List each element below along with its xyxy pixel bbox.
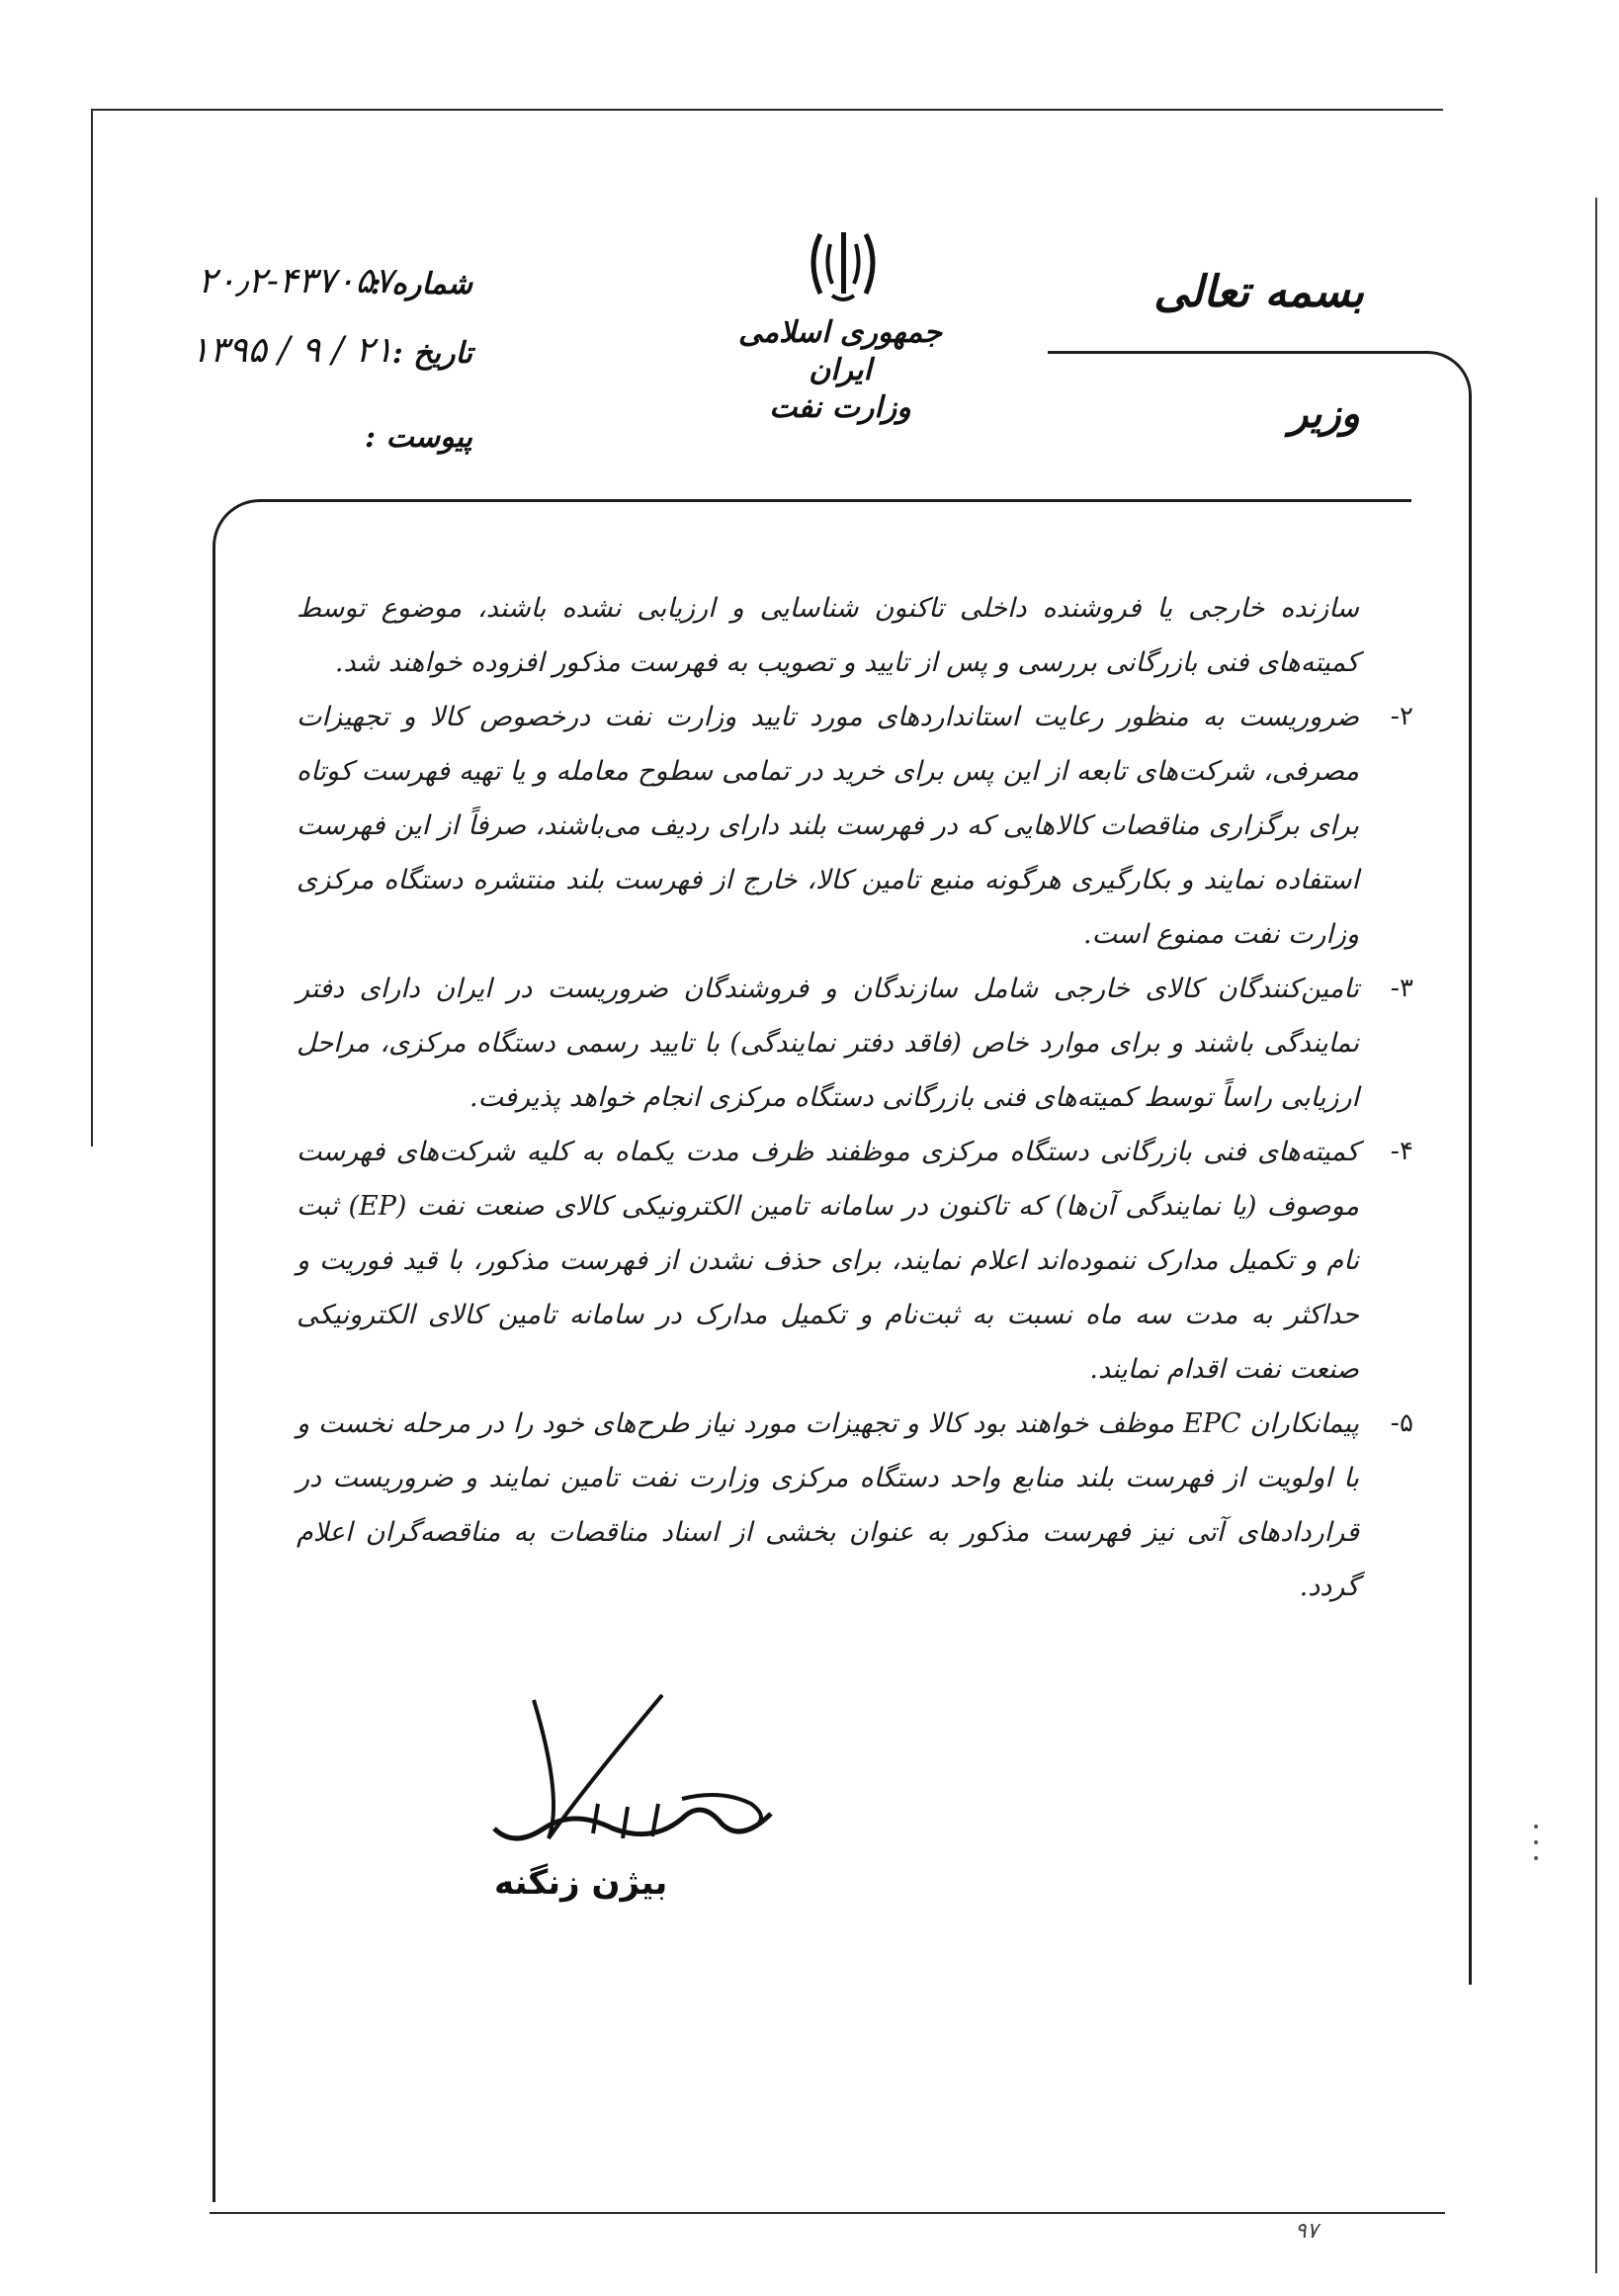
letter-body bbox=[297, 581, 1413, 1614]
bottom-rule bbox=[210, 2212, 1445, 2214]
page-border-left bbox=[91, 109, 93, 1147]
item-number: ۲- bbox=[1390, 702, 1413, 731]
page-border-right bbox=[1595, 198, 1597, 2273]
letter-number bbox=[198, 261, 472, 301]
item-text: تامین‌کنندگان کالای خارجی شامل سازندگان و فروشندگان ضروریست در ایران دارای دفتر نمایندگی باشند و برای موارد خاص (فاقد دفتر نمایندگی) با تایید رسمی دستگاه مرکزی، مراحل ارزیابی راساً توسط کمیته‌های فنی بازرگانی دستگاه مرکزی انجام خواهد پذیرفت. bbox=[297, 974, 1359, 1113]
org-ministry: وزارت نفت bbox=[769, 390, 911, 425]
list-item bbox=[297, 1397, 1413, 1614]
minister-title: وزیر bbox=[1289, 390, 1360, 437]
list-item bbox=[297, 1125, 1413, 1397]
item-text: کمیته‌های فنی بازرگانی دستگاه مرکزی موظفند ظرف مدت یکماه به کلیه شرکت‌های فهرست موصوف (یا نمایندگی آن‌ها) که تاکنون در سامانه تامین الکترونیکی کالای صنعت نفت (EP) ثبت نام و تکمیل مدارک ننموده‌اند اعلام نمایند، برای حذف نشدن از فهرست مذکور، با قید فوریت و حداکثر به مدت سه ماه نسبت به ثبت‌نام و تکمیل مدارک در سامانه تامین کالای الکترونیکی صنعت نفت اقدام نمایند. bbox=[297, 1137, 1359, 1385]
date-value: ۱۳۹۵ / ۹ / ۲۱ bbox=[190, 330, 393, 371]
item-text: ضروریست به منظور رعایت استانداردهای مورد تایید وزارت نفت درخصوص کالا و تجهیزات مصرفی، شرکت‌های تابعه از این پس برای خرید در تمامی سطوح معامله و یا تهیه فهرست کوتاه برای برگزاری مناقصات کالاهایی که در فهرست بلند دارای ردیف می‌باشند، صرفاً از این فهرست استفاده نمایند و بکارگیری هرگونه منبع تامین کالا، خارج از فهرست بلند منتشره دستگاه مرکزی وزارت نفت ممنوع است. bbox=[297, 702, 1359, 950]
page-number: ۹۷ bbox=[1295, 2219, 1319, 2244]
item-number: ۴- bbox=[1390, 1137, 1413, 1166]
letter-date bbox=[190, 330, 472, 371]
number-value: ۲۰٫۲-۴۳۷۰۵۷ bbox=[198, 261, 393, 301]
date-label: تاریخ : bbox=[391, 336, 472, 371]
number-label: شماره : bbox=[370, 267, 472, 301]
handwritten-signature bbox=[474, 1680, 791, 1868]
iran-emblem-icon bbox=[799, 222, 888, 311]
margin-marks bbox=[1530, 1819, 1542, 1878]
page-border-top bbox=[91, 109, 1443, 111]
organization-name bbox=[712, 314, 969, 427]
list-item bbox=[297, 690, 1413, 962]
list-item bbox=[297, 962, 1413, 1125]
item-text: پیمانکاران EPC موظف خواهند بود کالا و تجهیزات مورد نیاز طرح‌های خود را در مرحله نخست و با اولویت از فهرست بلند منابع واحد دستگاه مرکزی وزارت نفت تامین نمایند و ضروریست در قراردادهای آتی نیز فهرست مذکور به عنوان بخشی از اسناد مناقصات به مناقصه‌گران اعلام گردد. bbox=[297, 1408, 1359, 1602]
signer-name: بیژن زنگنه bbox=[494, 1863, 668, 1903]
item-number: ۳- bbox=[1390, 974, 1413, 1003]
org-country: جمهوری اسلامی ایران bbox=[737, 315, 943, 387]
basmala-heading: بسمه تعالی bbox=[1153, 267, 1364, 317]
letter-attachment bbox=[365, 420, 472, 455]
intro-paragraph: سازنده خارجی یا فروشنده داخلی تاکنون شناسایی و ارزیابی نشده باشند، موضوع توسط کمیته‌های فنی بازرگانی بررسی و پس از تایید و تصویب به فهرست مذکور افزوده خواهند شد. bbox=[297, 593, 1359, 678]
attachment-label: پیوست : bbox=[364, 420, 472, 455]
item-number: ۵- bbox=[1390, 1408, 1413, 1438]
